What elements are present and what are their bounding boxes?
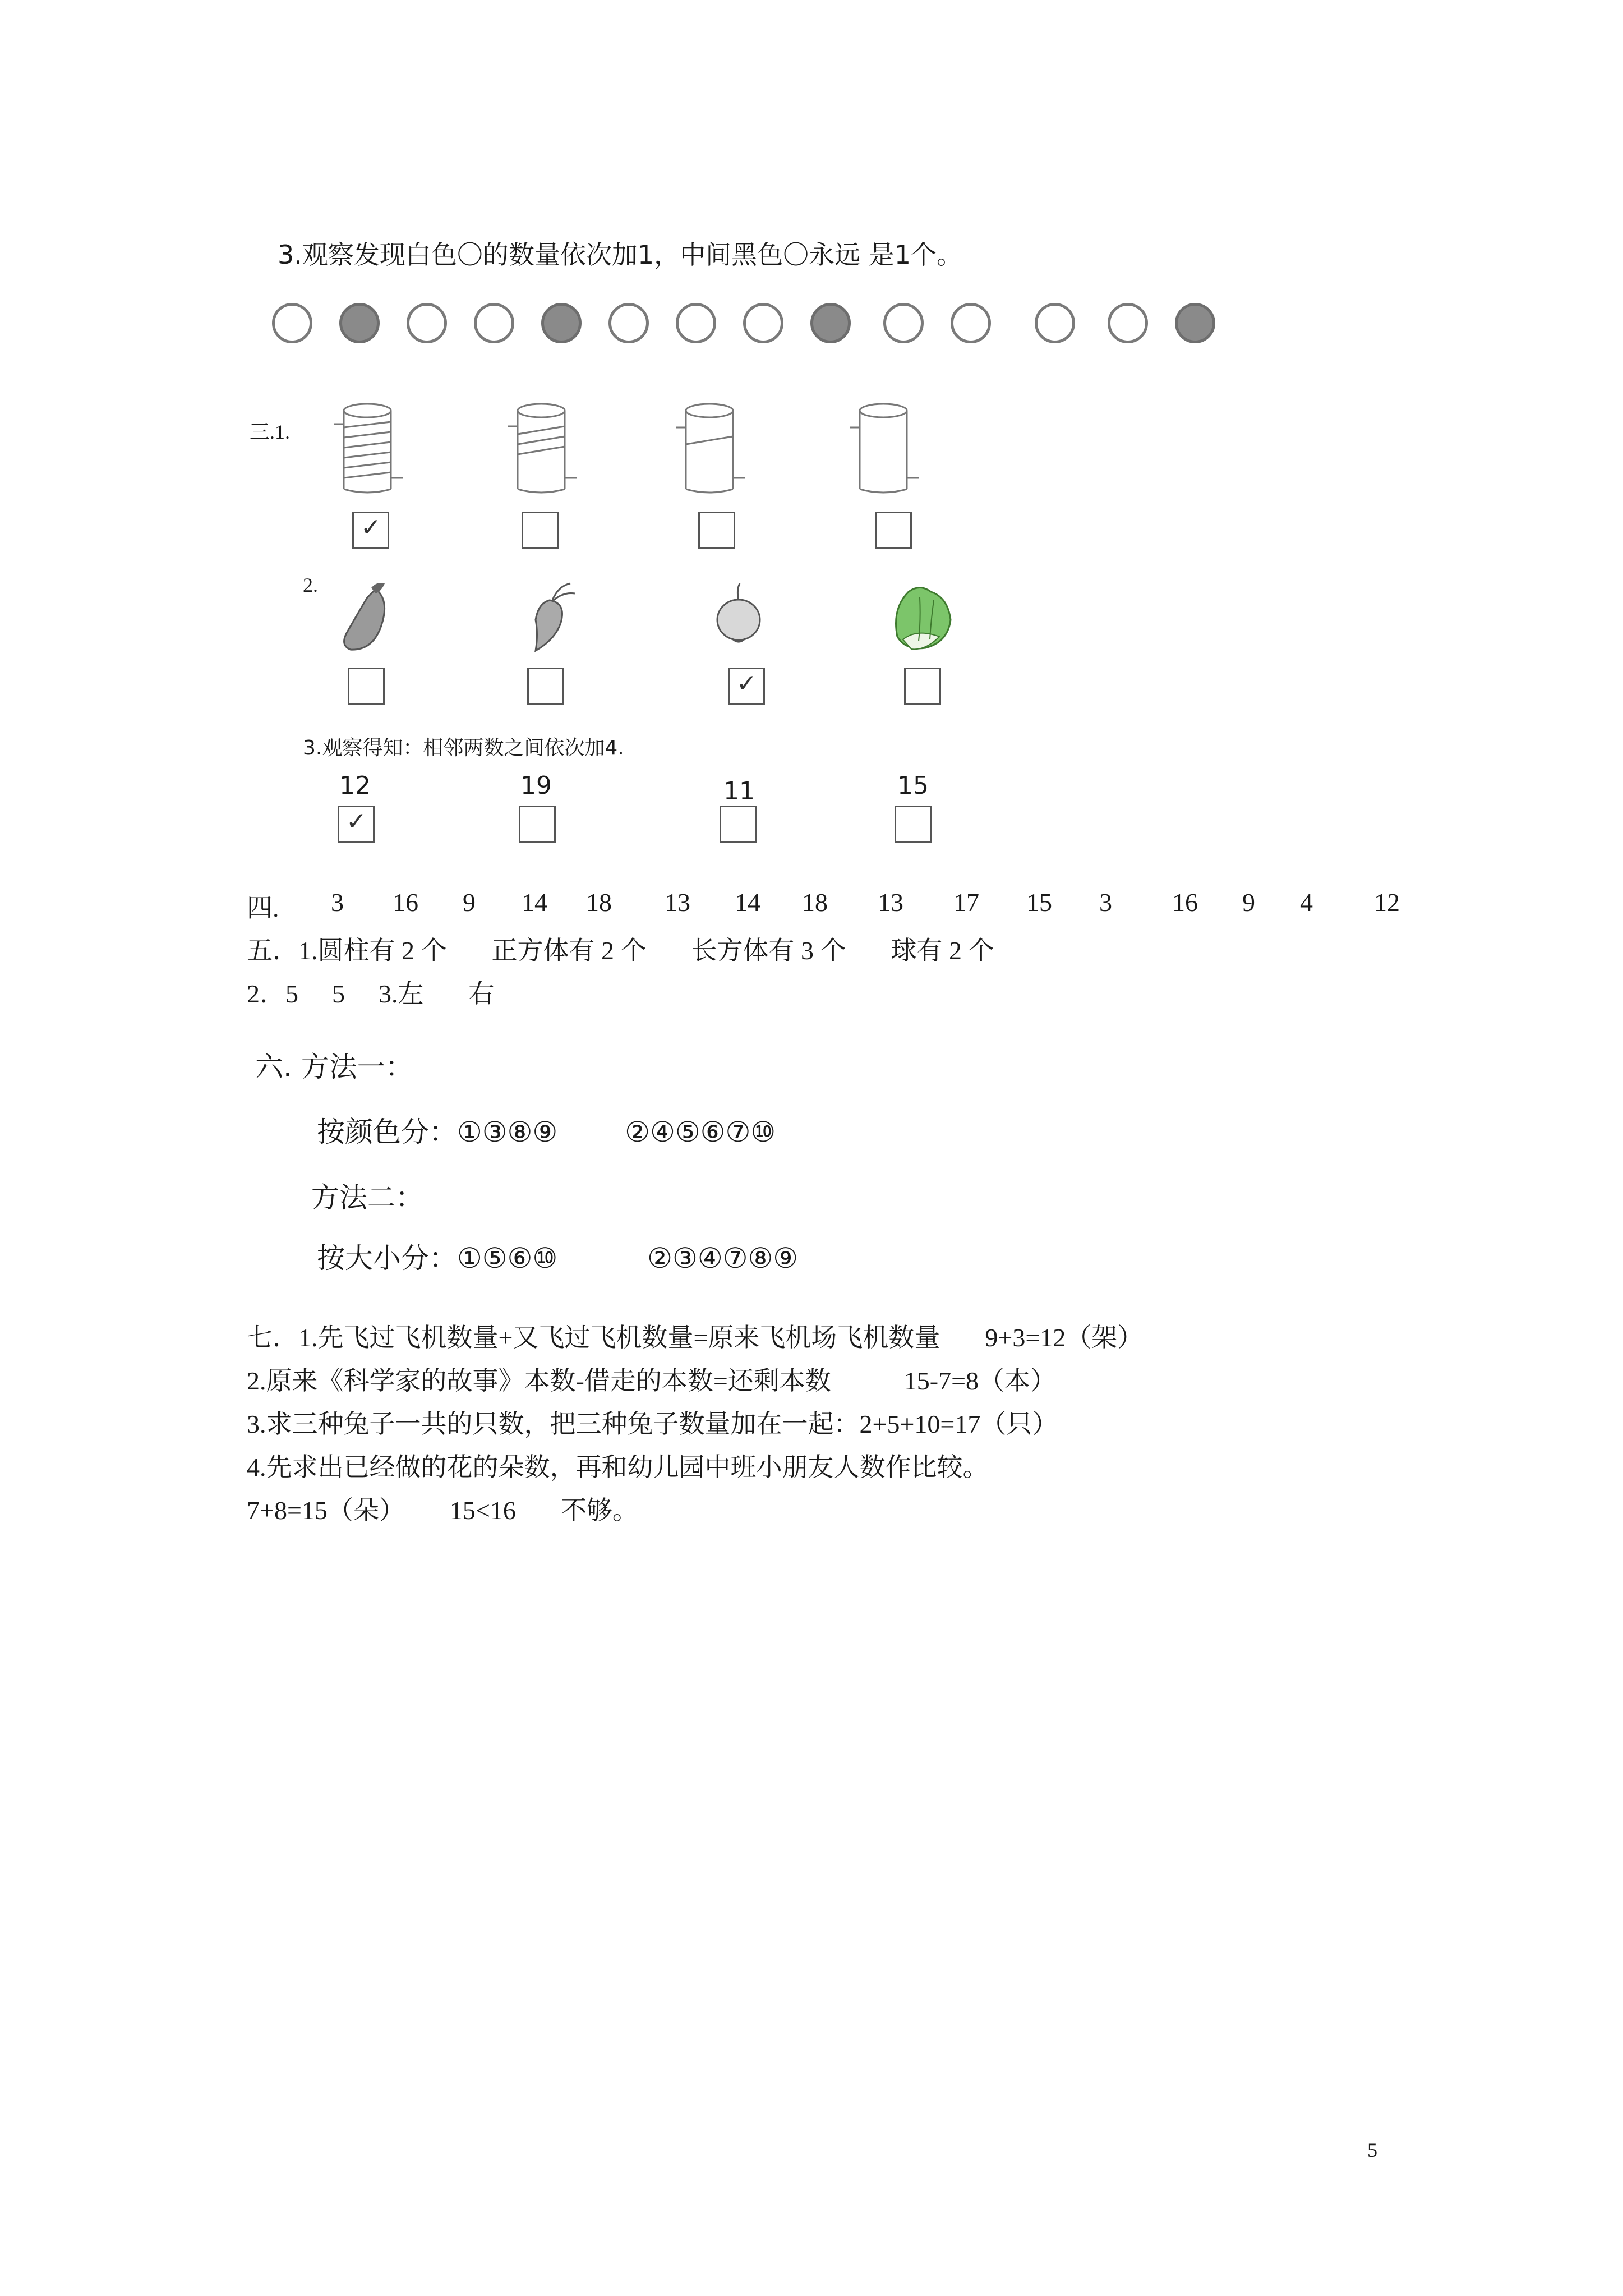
cylinder-icon <box>850 399 928 500</box>
white-circle <box>1035 303 1075 343</box>
sequence-number: 9 <box>463 888 476 917</box>
qi-line-2 <box>247 1360 1056 1397</box>
answer-checkbox[interactable] <box>728 668 765 705</box>
white-circle <box>272 303 312 343</box>
cylinder-icon <box>676 399 754 500</box>
liu-method2-title: 方法二： <box>311 1181 423 1214</box>
white-circle <box>743 303 783 343</box>
sequence-number: 12 <box>1374 888 1400 917</box>
liu-m1-group-b: ②④⑤⑥⑦⑩ <box>625 1116 776 1148</box>
wu-q3: 3.左 <box>379 979 424 1008</box>
number-option: 19 <box>520 771 552 800</box>
sequence-number: 13 <box>665 888 690 917</box>
wu-cuboid: 长方体有 3 个 <box>691 936 846 965</box>
qi-line-5 <box>247 1490 638 1527</box>
answer-checkbox[interactable] <box>720 806 757 843</box>
answer-checkbox[interactable] <box>522 512 559 549</box>
wu-sphere: 球有 2 个 <box>891 936 994 965</box>
liu-m1-label: 按颜色分： <box>317 1116 457 1148</box>
answer-checkbox[interactable] <box>519 806 556 843</box>
qi-5-calc: 7+8=15（朵） <box>247 1496 405 1525</box>
answer-checkbox[interactable] <box>698 512 735 549</box>
qi-1-text: 七．1.先飞过飞机数量+又飞过飞机数量=原来飞机场飞机数量 <box>247 1323 940 1352</box>
qi-line-4: 4.先求出已经做的花的朵数，再和幼儿园中班小朋友人数作比较。 <box>247 1453 989 1481</box>
answer-checkbox[interactable] <box>348 668 385 705</box>
si-sequence <box>247 887 1424 921</box>
sequence-number: 18 <box>802 888 828 917</box>
qi-1-answer: 9+3=12（架） <box>985 1323 1144 1352</box>
section3-text: 3.观察发现白色〇的数量依次加1，中间黑色〇永远 是1个。 <box>278 240 963 270</box>
white-circle <box>1108 303 1148 343</box>
qi-2-text: 2.原来《科学家的故事》本数-借走的本数=还剩本数 <box>247 1366 831 1395</box>
wu-cube: 正方体有 2 个 <box>491 936 647 965</box>
cylinder-icon <box>508 399 586 500</box>
white-circle <box>407 303 447 343</box>
answer-checkbox[interactable] <box>352 512 389 549</box>
radish-icon <box>519 578 580 656</box>
sequence-number: 18 <box>586 888 612 917</box>
checkmark-icon: ✓ <box>346 807 367 836</box>
si-label: 四. <box>247 894 279 922</box>
qi-2-answer: 15-7=8（本） <box>903 1366 1057 1395</box>
checkmark-icon: ✓ <box>736 669 757 698</box>
liu-title: 六. 方法一： <box>255 1051 413 1083</box>
sequence-number: 13 <box>878 888 903 917</box>
qi-line-3: 3.求三种兔子一共的只数，把三种兔子数量加在一起：2+5+10=17（只） <box>247 1410 1058 1438</box>
dark-circle <box>541 303 582 343</box>
number-option: 12 <box>339 771 371 800</box>
liu-m2-group-a: ①⑤⑥⑩ <box>457 1242 558 1274</box>
wu-cylinder: 五．1.圆柱有 2 个 <box>247 936 447 965</box>
number-option: 11 <box>723 777 755 806</box>
onion-icon <box>709 578 771 656</box>
liu-method2 <box>317 1236 798 1276</box>
liu-m2-group-b: ②③④⑦⑧⑨ <box>647 1242 799 1274</box>
white-circle <box>951 303 991 343</box>
liu-method1 <box>317 1110 776 1150</box>
answer-checkbox[interactable] <box>527 668 564 705</box>
sequence-number: 3 <box>331 888 344 917</box>
white-circle <box>474 303 514 343</box>
wu-line-1 <box>247 930 994 967</box>
white-circle <box>676 303 716 343</box>
sequence-number: 16 <box>1172 888 1198 917</box>
answer-checkbox[interactable] <box>904 668 941 705</box>
sequence-number: 14 <box>735 888 760 917</box>
white-circle <box>608 303 649 343</box>
sequence-number: 16 <box>393 888 418 917</box>
san-label-2: 2. <box>303 574 318 596</box>
liu-m1-group-a: ①③⑧⑨ <box>457 1116 558 1148</box>
answer-checkbox[interactable] <box>875 512 912 549</box>
liu-m2-label: 按大小分： <box>317 1242 457 1274</box>
wu-q2-b: 5 <box>332 979 345 1008</box>
qi-5-compare: 15<16 <box>449 1496 516 1525</box>
page-number: 5 <box>1367 2139 1377 2161</box>
answer-checkbox[interactable] <box>895 806 932 843</box>
eggplant-icon <box>336 578 398 656</box>
dark-circle <box>339 303 380 343</box>
san-label-1: 三.1. <box>250 421 291 443</box>
cabbage-icon <box>886 575 959 659</box>
sequence-number: 4 <box>1300 888 1313 917</box>
dark-circle <box>1175 303 1215 343</box>
answer-checkbox[interactable] <box>338 806 375 843</box>
dark-circle <box>810 303 851 343</box>
checkmark-icon: ✓ <box>361 513 381 542</box>
qi-line-1 <box>247 1317 1143 1354</box>
wu-q3-b: 右 <box>468 979 495 1008</box>
sequence-number: 3 <box>1099 888 1112 917</box>
circle-pattern <box>272 297 1237 353</box>
san-label-3: 3.观察得知：相邻两数之间依次加4. <box>303 737 624 760</box>
qi-5-result: 不够。 <box>560 1496 638 1525</box>
sequence-number: 15 <box>1026 888 1052 917</box>
sequence-number: 14 <box>522 888 547 917</box>
wu-q2: 2．5 <box>247 979 298 1008</box>
sequence-number: 9 <box>1242 888 1255 917</box>
wu-line-2 <box>247 973 495 1010</box>
white-circle <box>883 303 924 343</box>
cylinder-icon <box>334 399 412 500</box>
number-option: 15 <box>897 771 929 800</box>
sequence-number: 17 <box>953 888 979 917</box>
